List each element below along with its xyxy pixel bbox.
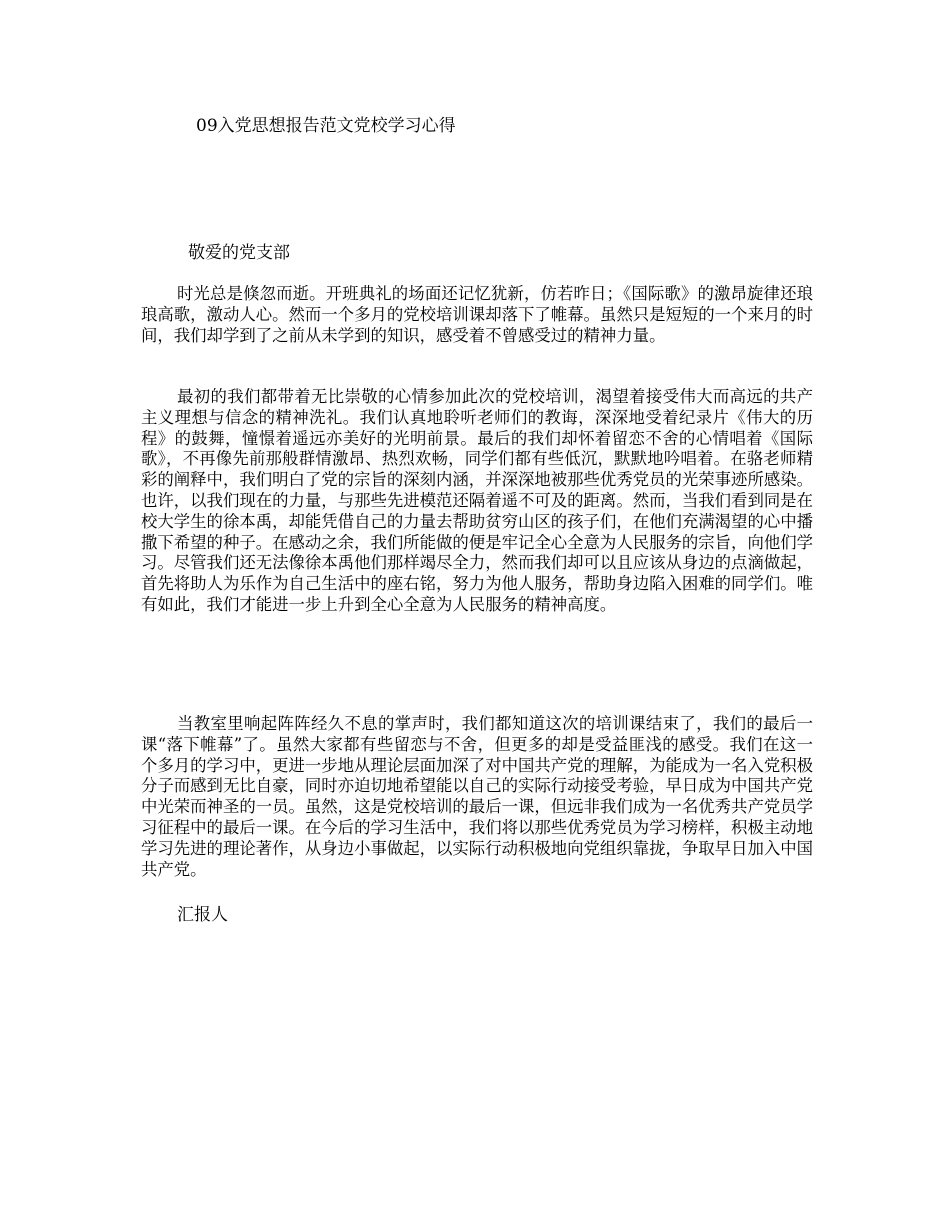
signature-label: 汇报人 <box>177 905 228 925</box>
document-title: 09入党思想报告范文党校学习心得 <box>196 116 456 136</box>
paragraph-1: 时光总是倏忽而逝。开班典礼的场面还记忆犹新，仿若昨日；《国际歌》的激昂旋律还琅琅高歌，激动人心。然而一个多月的党校培训课却落下了帷幕。虽然只是短短的一个来月的时间，我们却学到了之前从未学到的知识，感受着不曾感受过的精神力量。 <box>141 284 814 345</box>
salutation: 敬爱的党支部 <box>188 243 290 263</box>
paragraph-3: 当教室里响起阵阵经久不息的掌声时，我们都知道这次的培训课结束了，我们的最后一课“落下帷幕”了。虽然大家都有些留恋与不舍，但更多的却是受益匪浅的感受。我们在这一个多月的学习中，更进一步地从理论层面加深了对中国共产党的理解，为能成为一名入党积极分子而感到无比自豪，同时亦迫切地希望能以自己的实际行动接受考验，早日成为中国共产党中光荣而神圣的一员。虽然，这是党校培训的最后一课，但远非我们成为一名优秀共产党员学习征程中的最后一课。在今后的学习生活中，我们将以那些优秀党员为学习榜样，积极主动地学习先进的理论著作，从身边小事做起，以实际行动积极地向党组织靠拢，争取早日加入中国共产党。 <box>141 714 814 879</box>
paragraph-2: 最初的我们都带着无比崇敬的心情参加此次的党校培训，渴望着接受伟大而高远的共产主义理想与信念的精神洗礼。我们认真地聆听老师们的教诲，深深地受着纪录片《伟大的历程》的鼓舞，憧憬着遥远亦美好的光明前景。最后的我们却怀着留恋不舍的心情唱着《国际歌》，不再像先前那般群情激昂、热烈欢畅，同学们都有些低沉，默默地吟唱着。在骆老师精彩的阐释中，我们明白了党的宗旨的深刻内涵，并深深地被那些优秀党员的光荣事迹所感染。也许，以我们现在的力量，与那些先进模范还隔着遥不可及的距离。然而，当我们看到同是在校大学生的徐本禹，却能凭借自己的力量去帮助贫穷山区的孩子们，在他们充满渴望的心中播撒下希望的种子。在感动之余，我们所能做的便是牢记全心全意为人民服务的宗旨，向他们学习。尽管我们还无法像徐本禹他们那样竭尽全力，然而我们却可以且应该从身边的点滴做起，首先将助人为乐作为自己生活中的座右铭，努力为他人服务，帮助身边陷入困难的同学们。唯有如此，我们才能进一步上升到全心全意为人民服务的精神高度。 <box>141 387 814 614</box>
